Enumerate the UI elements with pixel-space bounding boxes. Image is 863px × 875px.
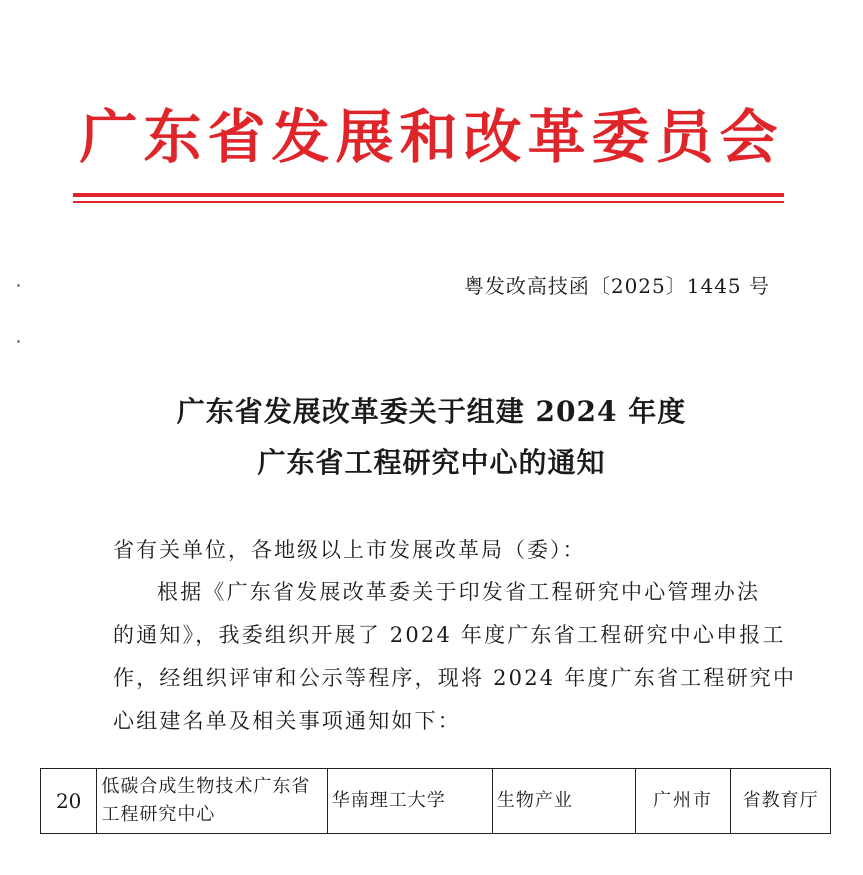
paragraph-line: 作，经组织评审和公示等程序，现将 2024 年度广东省工程研究中: [113, 666, 797, 690]
cell-department: 省教育厅: [731, 769, 831, 834]
paragraph-line: 根据《广东省发展改革委关于印发省工程研究中心管理办法: [157, 580, 761, 604]
masthead-red-line-thick: [73, 193, 784, 197]
paragraph-line: 的通知》，我委组织开展了 2024 年度广东省工程研究中心申报工: [113, 623, 786, 647]
masthead-organization: 广东省发展和改革委员会: [79, 103, 784, 171]
table-row: [41, 769, 831, 834]
document-title-line-1: 广东省发展改革委关于组建 2024 年度: [176, 395, 687, 428]
paragraph-line: 心组建名单及相关事项通知如下：: [113, 709, 461, 733]
cell-host-unit: 华南理工大学: [327, 769, 492, 834]
salutation: 省有关单位，各地级以上市发展改革局（委）：: [113, 538, 586, 562]
document-title-line-2: 广东省工程研究中心的通知: [257, 446, 606, 479]
document-number: 粤发改高技函〔2025〕1445 号: [463, 274, 770, 298]
cell-center-name: 低碳合成生物技术广东省工程研究中心: [97, 769, 327, 834]
cell-industry: 生物产业: [492, 769, 635, 834]
cell-city: 广州市: [635, 769, 731, 834]
center-list-table: [40, 768, 831, 834]
scan-speck: [17, 284, 20, 287]
cell-number: 20: [41, 769, 97, 834]
scan-speck: [17, 340, 20, 343]
masthead-red-line-thin: [73, 201, 784, 203]
